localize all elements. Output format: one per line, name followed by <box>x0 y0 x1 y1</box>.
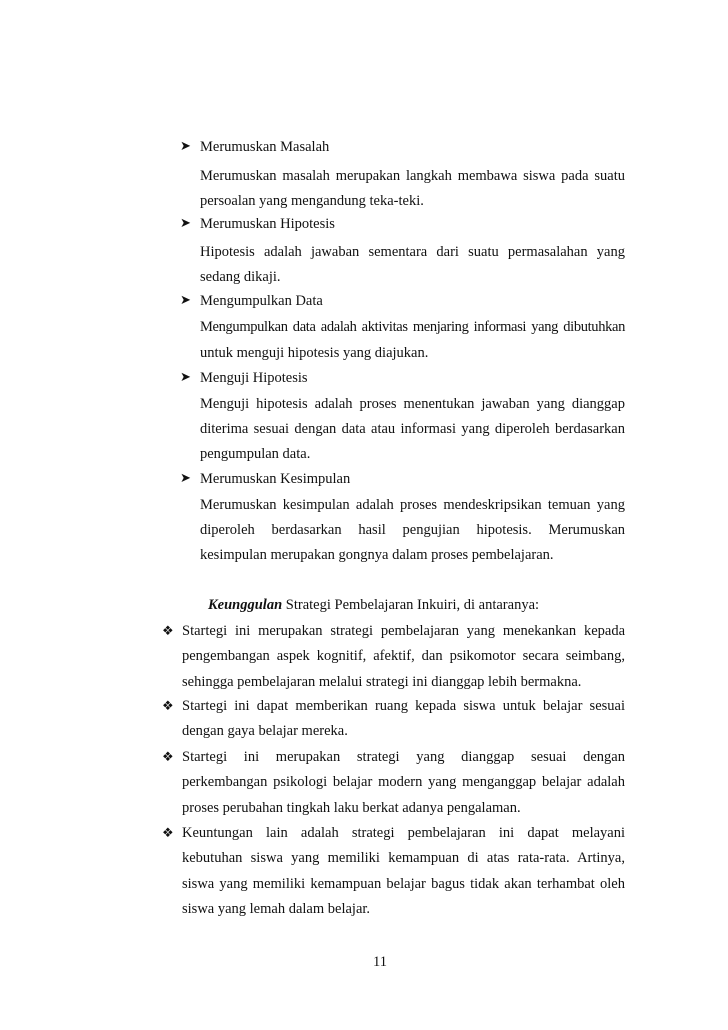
diamond-bullet-icon: ❖ <box>162 749 174 764</box>
advantage-text-line: kebutuhan siswa yang memiliki kemampuan di atas rata-rata. Artinya, <box>182 850 625 866</box>
diamond-bullet-icon: ❖ <box>162 623 174 638</box>
step-title: Mengumpulkan Data <box>200 293 323 309</box>
step-text-line: Mengumpulkan data adalah aktivitas menjaring informasi yang dibutuhkan <box>200 319 625 335</box>
step-title: Merumuskan Kesimpulan <box>200 471 351 487</box>
arrow-bullet-icon: ➤ <box>180 470 191 485</box>
advantage-text-line: siswa yang memiliki kemampuan belajar bagus tidak akan terhambat oleh <box>182 876 625 892</box>
diamond-bullet-icon: ❖ <box>162 698 174 713</box>
diamond-bullet-icon: ❖ <box>162 825 174 840</box>
arrow-bullet-icon: ➤ <box>180 369 191 384</box>
advantage-text-line: sehingga pembelajaran melalui strategi ini dianggap lebih bermakna. <box>182 674 582 690</box>
step-title: Merumuskan Masalah <box>200 139 330 155</box>
step-text-line: Merumuskan masalah merupakan langkah membawa siswa pada suatu <box>200 168 625 184</box>
advantage-text-line: Startegi ini merupakan strategi yang dianggap sesuai dengan <box>182 749 625 765</box>
step-text-line: diterima sesuai dengan data atau informasi yang diperoleh berdasarkan <box>200 421 625 437</box>
advantage-text-line: pengembangan aspek kognitif, afektif, dan psikomotor secara seimbang, <box>182 648 625 664</box>
step-text-line: pengumpulan data. <box>200 446 311 462</box>
advantage-text-line: perkembangan psikologi belajar modern yang menganggap belajar adalah <box>182 774 625 790</box>
step-text-line: untuk menguji hipotesis yang diajukan. <box>200 345 429 361</box>
step-text-line: kesimpulan merupakan gongnya dalam proses pembelajaran. <box>200 547 554 563</box>
step-text-line: diperoleh berdasarkan hasil pengujian hipotesis. Merumuskan <box>200 522 625 538</box>
step-text-line: Hipotesis adalah jawaban sementara dari suatu permasalahan yang <box>200 244 625 260</box>
arrow-bullet-icon: ➤ <box>180 215 191 230</box>
advantage-text-line: Startegi ini dapat memberikan ruang kepada siswa untuk belajar sesuai <box>182 698 625 714</box>
advantage-text-line: Keuntungan lain adalah strategi pembelajaran ini dapat melayani <box>182 825 625 841</box>
advantage-text-line: proses perubahan tingkah laku berkat adanya pengalaman. <box>182 800 521 816</box>
advantage-text-line: dengan gaya belajar mereka. <box>182 723 348 739</box>
advantage-text-line: siswa yang lemah dalam belajar. <box>182 901 371 917</box>
arrow-bullet-icon: ➤ <box>180 292 191 307</box>
advantages-heading <box>208 596 539 614</box>
step-text-line: Menguji hipotesis adalah proses menentukan jawaban yang dianggap <box>200 396 625 412</box>
step-title: Menguji Hipotesis <box>200 370 308 386</box>
step-text-line: persoalan yang mengandung teka-teki. <box>200 193 424 209</box>
step-text-line: Merumuskan kesimpulan adalah proses mendeskripsikan temuan yang <box>200 497 625 513</box>
page-number: 11 <box>373 954 387 970</box>
arrow-bullet-icon: ➤ <box>180 138 191 153</box>
advantages-heading-text: Strategi Pembelajaran Inkuiri, di antaranya: <box>282 597 540 613</box>
step-text-line: sedang dikaji. <box>200 269 281 285</box>
step-title: Merumuskan Hipotesis <box>200 216 335 232</box>
advantage-text-line: Startegi ini merupakan strategi pembelajaran yang menekankan kepada <box>182 623 625 639</box>
advantages-heading-emphasis: Keunggulan <box>208 597 283 613</box>
